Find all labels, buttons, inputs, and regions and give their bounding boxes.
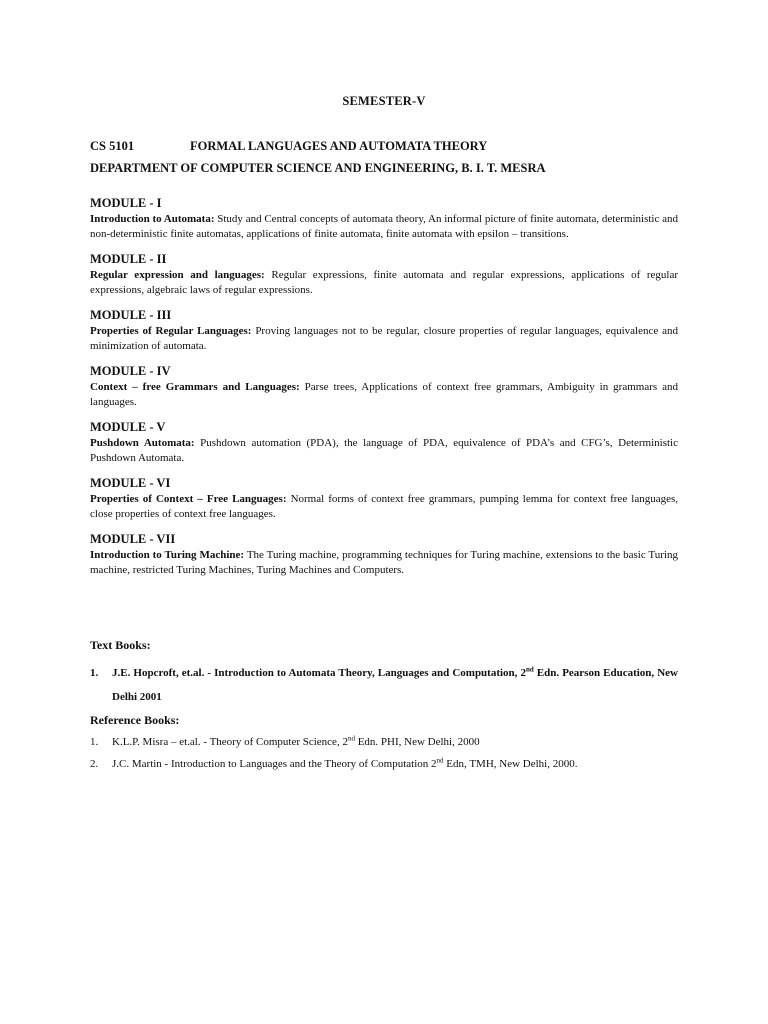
reference-books-heading: Reference Books:	[90, 713, 180, 727]
module-topic: Introduction to Automata:	[90, 213, 215, 225]
list-number: 2.	[90, 758, 99, 770]
module-title: MODULE - V	[90, 420, 166, 434]
module-title: MODULE - III	[90, 308, 172, 322]
module-description	[90, 492, 678, 522]
semester-heading: SEMESTER-V	[342, 94, 426, 108]
course-heading	[90, 139, 487, 154]
module-7	[90, 532, 678, 578]
book-citation-rest: Edn, TMH, New Delhi, 2000.	[443, 758, 578, 770]
module-title: MODULE - I	[90, 196, 162, 210]
module-1	[90, 196, 678, 242]
text-books-heading: Text Books:	[90, 638, 151, 652]
module-topic: Pushdown Automata:	[90, 437, 195, 449]
module-topic: Properties of Regular Languages:	[90, 325, 252, 337]
department-heading: DEPARTMENT OF COMPUTER SCIENCE AND ENGINEERING, B. I. T. MESRA	[90, 161, 546, 175]
module-4	[90, 364, 678, 410]
module-topic: Context – free Grammars and Languages:	[90, 381, 300, 393]
module-text: Normal forms of context free grammars, pumping lemma for context free languages, close properties of context free languages.	[90, 493, 678, 520]
module-5	[90, 420, 678, 466]
ordinal-suffix: nd	[525, 665, 534, 674]
ordinal-suffix: nd	[436, 756, 444, 765]
module-description	[90, 268, 678, 298]
book-citation: K.L.P. Misra – et.al. - Theory of Computer Science, 2	[112, 736, 348, 748]
module-3	[90, 308, 678, 354]
ordinal-suffix: nd	[347, 734, 355, 743]
book-citation-rest: Edn. PHI, New Delhi, 2000	[354, 736, 480, 748]
module-topic: Regular expression and languages:	[90, 269, 265, 281]
module-description	[90, 212, 678, 242]
books-section	[90, 638, 678, 772]
course-code: CS 5101	[90, 139, 135, 153]
module-description	[90, 324, 678, 354]
list-number: 1.	[90, 667, 99, 679]
module-title: MODULE - VII	[90, 532, 176, 546]
module-topic: Introduction to Turing Machine:	[90, 549, 245, 561]
module-list	[90, 196, 678, 588]
module-topic: Properties of Context – Free Languages:	[90, 493, 287, 505]
module-title: MODULE - II	[90, 252, 167, 266]
course-title: FORMAL LANGUAGES AND AUTOMATA THEORY	[190, 139, 488, 153]
module-description	[90, 548, 678, 578]
module-text: Study and Central concepts of automata theory, An informal picture of finite automata, deterministic and non-deterministic finite automatas, applications of finite automata, finite automata with epsilon – transitions.	[90, 213, 678, 240]
module-title: MODULE - VI	[90, 476, 171, 490]
reference-book-item	[90, 734, 678, 750]
module-title: MODULE - IV	[90, 364, 171, 378]
module-6	[90, 476, 678, 522]
reference-book-item	[90, 756, 678, 772]
module-text: Parse trees, Applications of context free grammars, Ambiguity in grammars and languages.	[90, 381, 678, 408]
book-citation: J.C. Martin - Introduction to Languages and the Theory of Computation 2	[112, 758, 437, 770]
module-2	[90, 252, 678, 298]
module-text: The Turing machine, programming techniques for Turing machine, extensions to the basic Turing machine, restricted Turing Machines, Turing Machines and Computers.	[90, 549, 678, 576]
text-book-item	[90, 661, 678, 709]
module-text: Pushdown automation (PDA), the language of PDA, equivalence of PDA’s and CFG’s, Deterministic Pushdown Automata.	[90, 437, 678, 464]
module-description	[90, 380, 678, 410]
module-description	[90, 436, 678, 466]
book-citation-rest: Edn. Pearson Education, New Delhi 2001	[112, 667, 678, 703]
module-text: Proving languages not to be regular, closure properties of regular languages, equivalence and minimization of automata.	[90, 325, 678, 352]
list-number: 1.	[90, 736, 99, 748]
module-text: Regular expressions, finite automata and regular expressions, applications of regular expressions, algebraic laws of regular expressions.	[90, 269, 679, 296]
book-citation: J.E. Hopcroft, et.al. - Introduction to Automata Theory, Languages and Computation, 2	[112, 667, 526, 679]
